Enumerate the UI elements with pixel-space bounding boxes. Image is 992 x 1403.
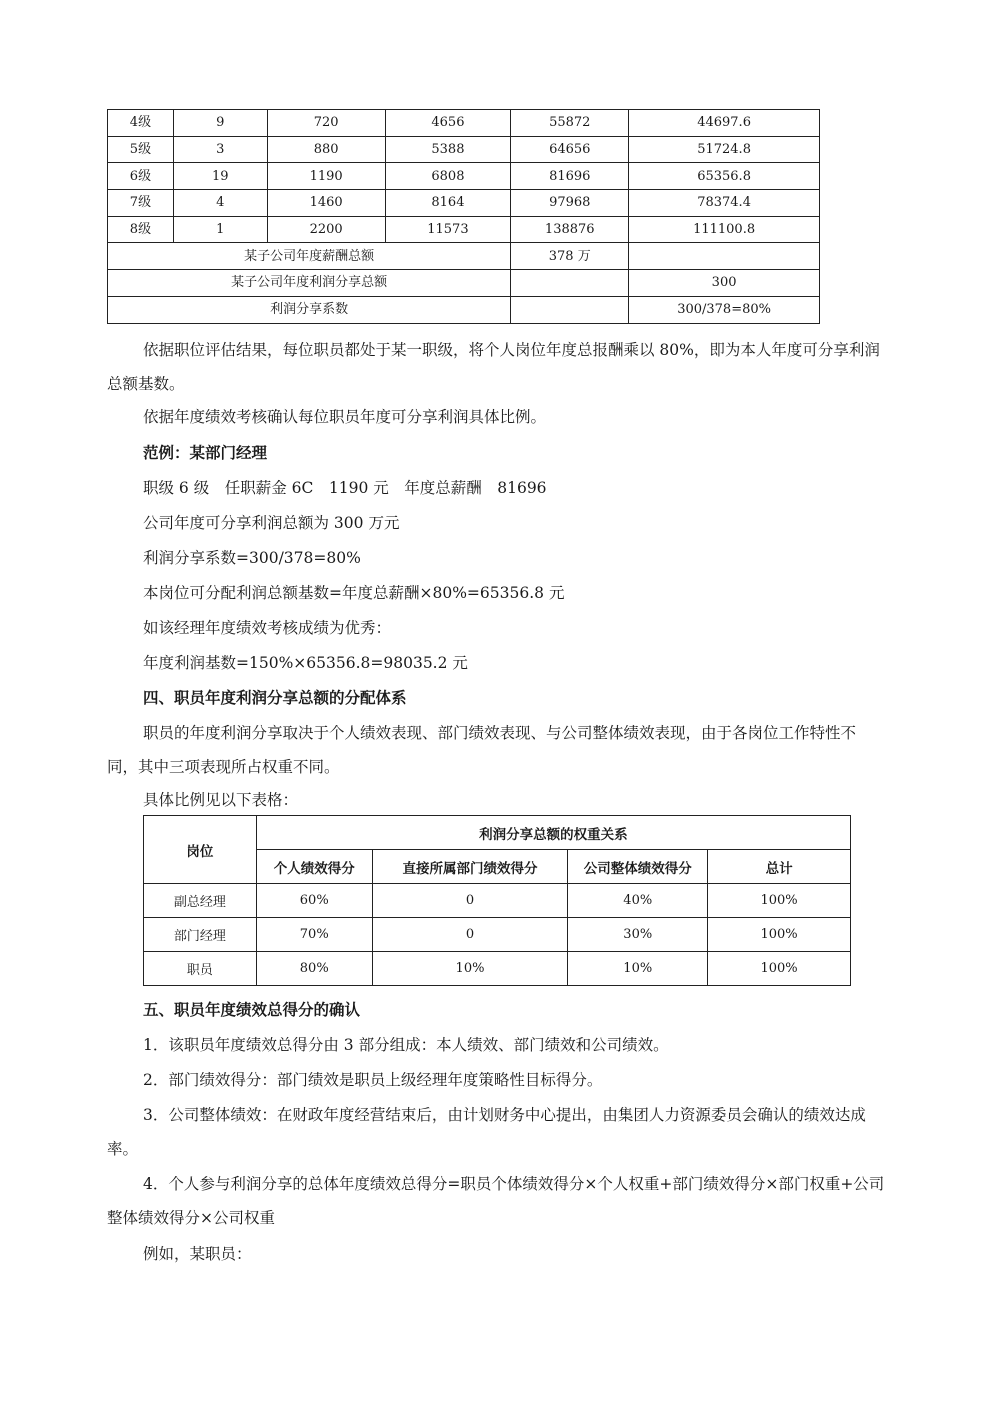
table-cell: 4 <box>173 190 267 217</box>
table-cell: 81696 <box>511 163 629 190</box>
paragraph: 依据职位评估结果，每位职员都处于某一职级，将个人岗位年度总报酬乘以 80%，即为本人年度可分享利润总额基数。 <box>107 341 880 393</box>
table-cell: 720 <box>267 110 385 137</box>
table-row <box>144 918 851 952</box>
table-cell: 100% <box>708 884 851 918</box>
table-cell: 1190 <box>267 163 385 190</box>
table-cell: 8级 <box>108 216 174 243</box>
column-header: 公司整体绩效得分 <box>568 850 708 884</box>
example-title: 范例：某部门经理 <box>143 443 268 462</box>
table-cell: 8164 <box>385 190 511 217</box>
table-cell: 0 <box>372 884 568 918</box>
table-row <box>144 952 851 986</box>
table-cell: 5级 <box>108 136 174 163</box>
table-row <box>108 110 820 137</box>
section-heading: 四、职员年度利润分享总额的分配体系 <box>143 688 407 707</box>
summary-value <box>511 296 629 323</box>
table-row <box>108 163 820 190</box>
table-cell: 7级 <box>108 190 174 217</box>
paragraph: 3．公司整体绩效：在财政年度经营结束后，由计划财务中心提出，由集团人力资源委员会确认的绩效达成率。 <box>107 1106 866 1158</box>
table-cell: 100% <box>708 918 851 952</box>
paragraph: 依据年度绩效考核确认每位职员年度可分享利润具体比例。 <box>143 408 547 426</box>
summary-label: 某子公司年度薪酬总额 <box>108 243 511 270</box>
paragraph: 利润分享系数=300/378=80% <box>143 549 361 567</box>
table-cell: 10% <box>568 952 708 986</box>
column-header: 直接所属部门绩效得分 <box>372 850 568 884</box>
table-cell: 80% <box>256 952 372 986</box>
column-header: 总计 <box>708 850 851 884</box>
column-header-position: 岗位 <box>144 816 257 884</box>
summary-value: 300 <box>629 270 820 297</box>
table-cell: 65356.8 <box>629 163 820 190</box>
table-cell: 51724.8 <box>629 136 820 163</box>
summary-value <box>511 270 629 297</box>
section-heading: 五、职员年度绩效总得分的确认 <box>143 1000 361 1019</box>
table-cell: 97968 <box>511 190 629 217</box>
paragraph: 2．部门绩效得分：部门绩效是职员上级经理年度策略性目标得分。 <box>143 1071 603 1089</box>
table-row <box>108 190 820 217</box>
summary-row <box>108 243 820 270</box>
paragraph: 1．该职员年度绩效总得分由 3 部分组成：本人绩效、部门绩效和公司绩效。 <box>143 1036 669 1054</box>
table-cell: 5388 <box>385 136 511 163</box>
table-cell: 60% <box>256 884 372 918</box>
table-cell: 1 <box>173 216 267 243</box>
summary-label: 某子公司年度利润分享总额 <box>108 270 511 297</box>
table-cell: 9 <box>173 110 267 137</box>
summary-row <box>108 296 820 323</box>
table-header-row <box>144 816 851 850</box>
paragraph: 具体比例见以下表格： <box>143 791 299 809</box>
paragraph: 年度利润基数=150%×65356.8=98035.2 元 <box>143 654 468 672</box>
paragraph: 本岗位可分配利润总额基数=年度总薪酬×80%=65356.8 元 <box>143 584 565 602</box>
table-cell: 副总经理 <box>144 884 257 918</box>
table-cell: 30% <box>568 918 708 952</box>
table-cell: 部门经理 <box>144 918 257 952</box>
table-cell: 1460 <box>267 190 385 217</box>
table-cell: 70% <box>256 918 372 952</box>
table-cell: 11573 <box>385 216 511 243</box>
table-cell: 40% <box>568 884 708 918</box>
salary-level-table <box>107 109 820 324</box>
paragraph: 例如，某职员： <box>143 1245 252 1263</box>
paragraph: 如该经理年度绩效考核成绩为优秀： <box>143 619 392 637</box>
summary-value: 300/378=80% <box>629 296 820 323</box>
table-cell: 19 <box>173 163 267 190</box>
table-row <box>144 884 851 918</box>
table-cell: 职员 <box>144 952 257 986</box>
table-cell: 55872 <box>511 110 629 137</box>
paragraph: 公司年度可分享利润总额为 300 万元 <box>143 514 400 532</box>
table-cell: 4级 <box>108 110 174 137</box>
table-cell: 138876 <box>511 216 629 243</box>
summary-row <box>108 270 820 297</box>
table-cell: 111100.8 <box>629 216 820 243</box>
table-cell: 2200 <box>267 216 385 243</box>
table-cell: 6808 <box>385 163 511 190</box>
table-cell: 4656 <box>385 110 511 137</box>
table-cell: 100% <box>708 952 851 986</box>
column-group-header: 利润分享总额的权重关系 <box>256 816 850 850</box>
table-cell: 44697.6 <box>629 110 820 137</box>
table-cell: 64656 <box>511 136 629 163</box>
column-header: 个人绩效得分 <box>256 850 372 884</box>
paragraph: 职级 6 级 任职薪金 6C 1190 元 年度总薪酬 81696 <box>143 479 547 497</box>
table-cell: 10% <box>372 952 568 986</box>
summary-label: 利润分享系数 <box>108 296 511 323</box>
paragraph: 4．个人参与利润分享的总体年度绩效总得分=职员个体绩效得分×个人权重+部门绩效得分×部门权重+公司整体绩效得分×公司权重 <box>107 1175 885 1227</box>
table-cell: 880 <box>267 136 385 163</box>
weight-table <box>143 815 851 986</box>
table-row <box>108 136 820 163</box>
table-cell: 6级 <box>108 163 174 190</box>
paragraph: 职员的年度利润分享取决于个人绩效表现、部门绩效表现、与公司整体绩效表现，由于各岗位工作特性不同，其中三项表现所占权重不同。 <box>107 724 857 776</box>
table-cell: 0 <box>372 918 568 952</box>
table-cell: 78374.4 <box>629 190 820 217</box>
table-row <box>108 216 820 243</box>
summary-value: 378 万 <box>511 243 629 270</box>
summary-value <box>629 243 820 270</box>
table-cell: 3 <box>173 136 267 163</box>
